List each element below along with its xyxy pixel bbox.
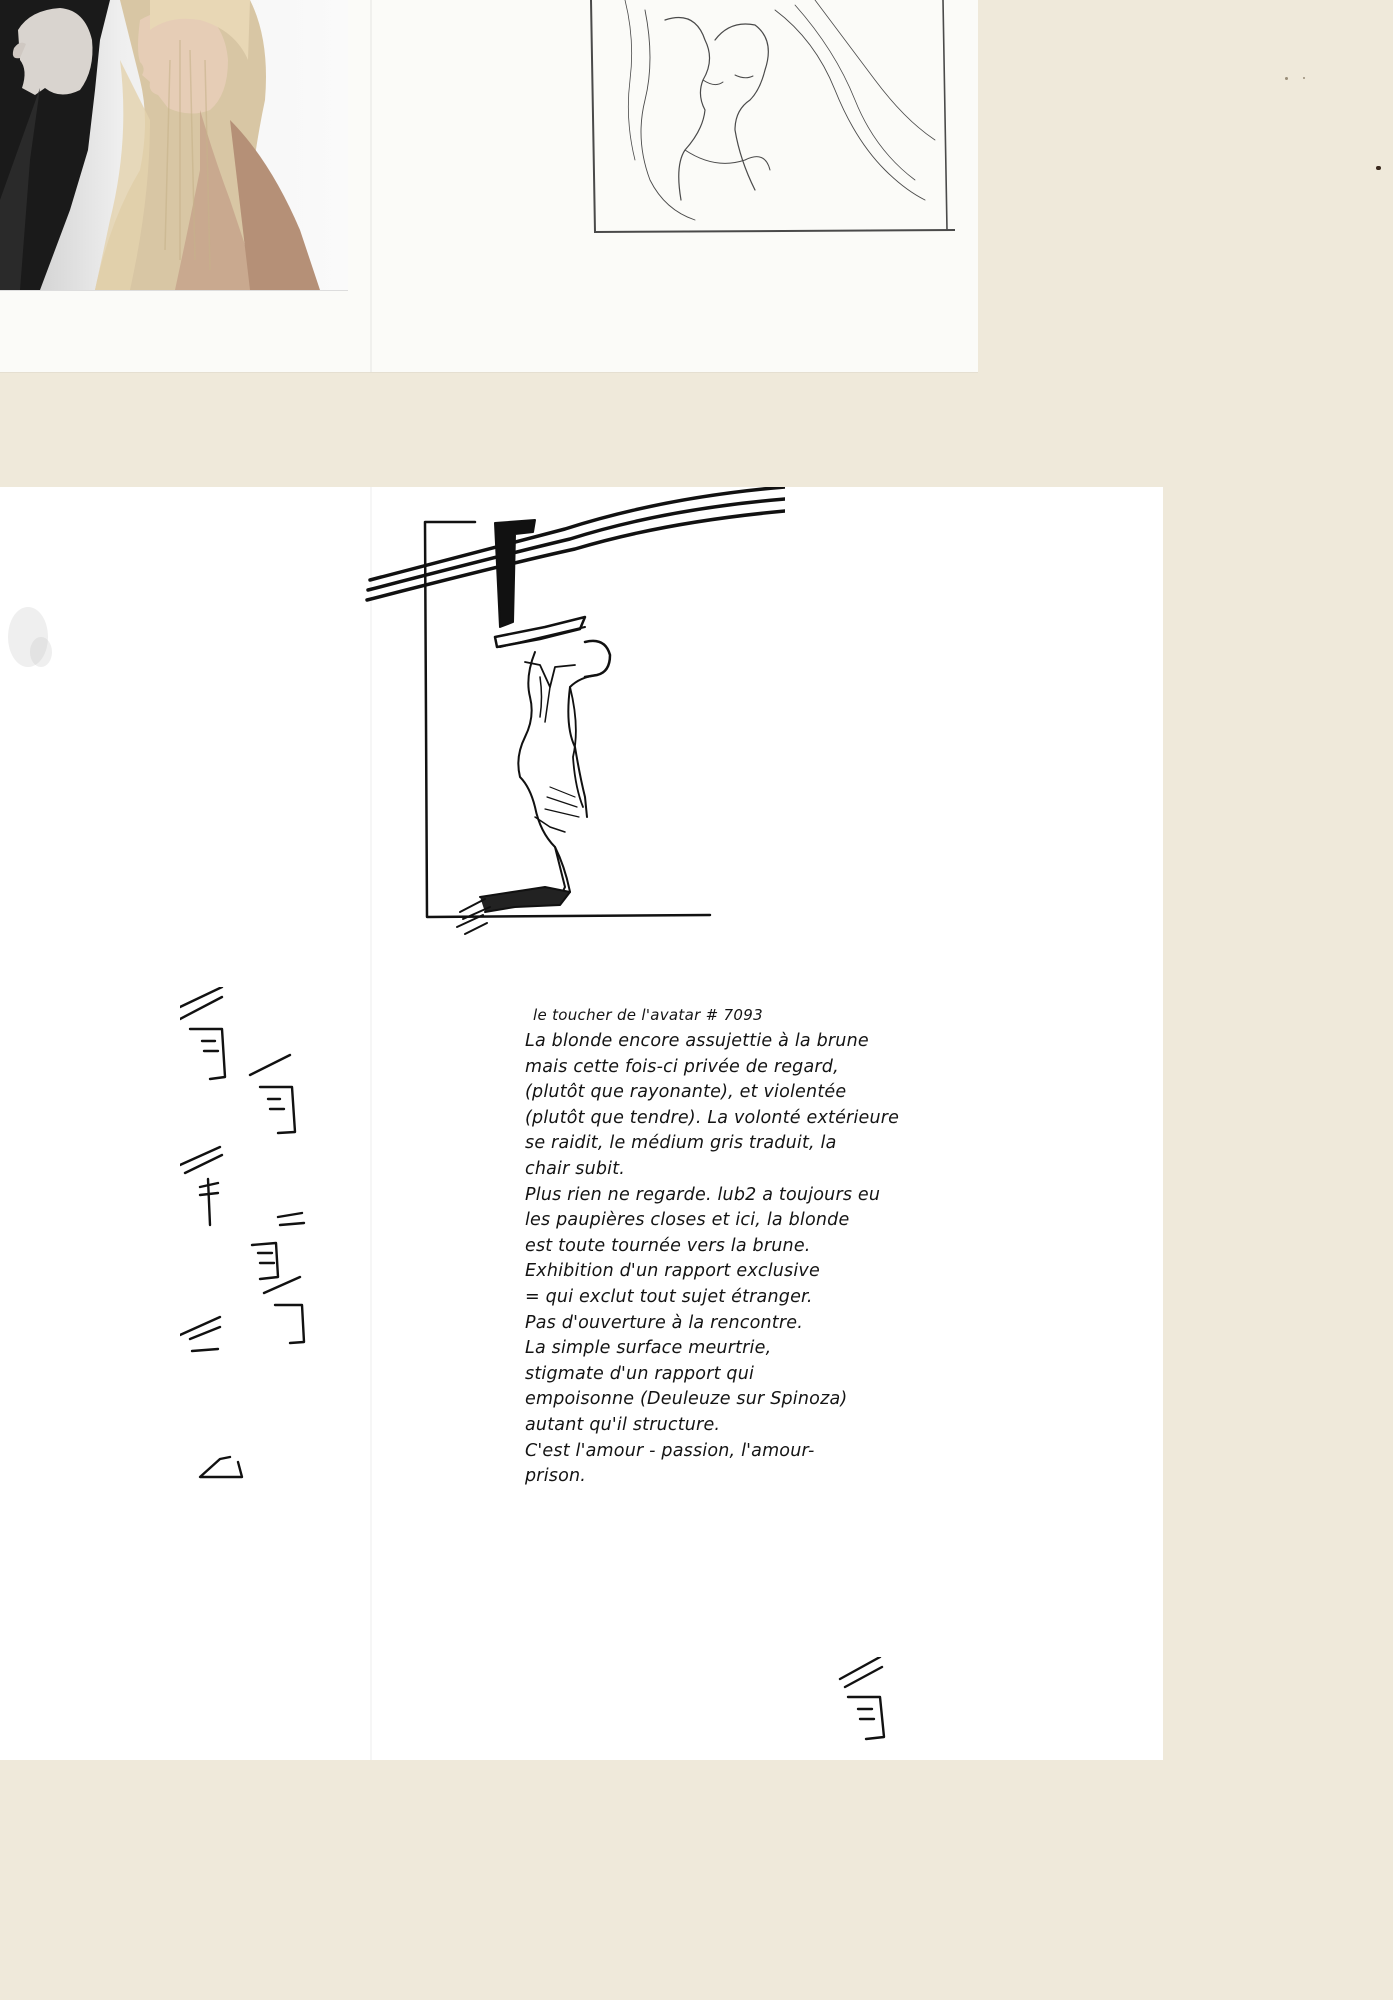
ink-figure-sketch — [365, 487, 785, 967]
note-line: (plutôt que rayonante), et violentée — [525, 1082, 847, 1103]
note-line: prison. — [525, 1466, 587, 1487]
note-line: les paupières closes et ici, la blonde — [525, 1210, 850, 1231]
note-line: empoisonne (Deuleuze sur Spinoza) — [525, 1389, 848, 1410]
note-line: est toute tournée vers la brune. — [525, 1235, 811, 1256]
note-line: La simple surface meurtrie, — [525, 1338, 772, 1359]
note-line: chair subit. — [525, 1158, 626, 1179]
paper-speck — [1376, 166, 1381, 170]
pencil-faces-sketch — [585, 0, 955, 250]
top-paper-sheet — [0, 0, 978, 372]
note-line: se raidit, le médium gris traduit, la — [525, 1133, 837, 1154]
note-line: C'est l'amour - passion, l'amour- — [525, 1440, 815, 1461]
note-line: stigmate d'un rapport qui — [525, 1363, 755, 1384]
angular-signature-glyph — [820, 1657, 910, 1747]
paper-stain — [30, 637, 52, 667]
note-line: Pas d'ouverture à la rencontre. — [525, 1312, 803, 1333]
note-line: Plus rien ne regarde. lub2 a toujours eu — [525, 1184, 881, 1205]
note-title: le toucher de l'avatar # 7093 — [533, 1006, 763, 1024]
note-line: = qui exclut tout sujet étranger. — [525, 1286, 813, 1307]
paper-fold — [370, 0, 372, 372]
note-line: La blonde encore assujettie à la brune — [525, 1031, 869, 1051]
note-line: Exhibition d'un rapport exclusive — [525, 1261, 820, 1282]
main-paper-sheet — [0, 487, 1163, 1760]
handwritten-note — [525, 1005, 1065, 1490]
note-line: mais cette fois-ci privée de regard, — [525, 1056, 839, 1077]
two-women-profile-photo — [0, 0, 348, 291]
note-body — [525, 1029, 1065, 1490]
note-line: autant qu'il structure. — [525, 1414, 721, 1435]
paper-speck — [1285, 77, 1288, 80]
angular-signature-glyph — [180, 987, 380, 1747]
note-line: (plutôt que tendre). La volonté extérieure — [525, 1107, 900, 1128]
paper-speck — [1303, 77, 1305, 79]
